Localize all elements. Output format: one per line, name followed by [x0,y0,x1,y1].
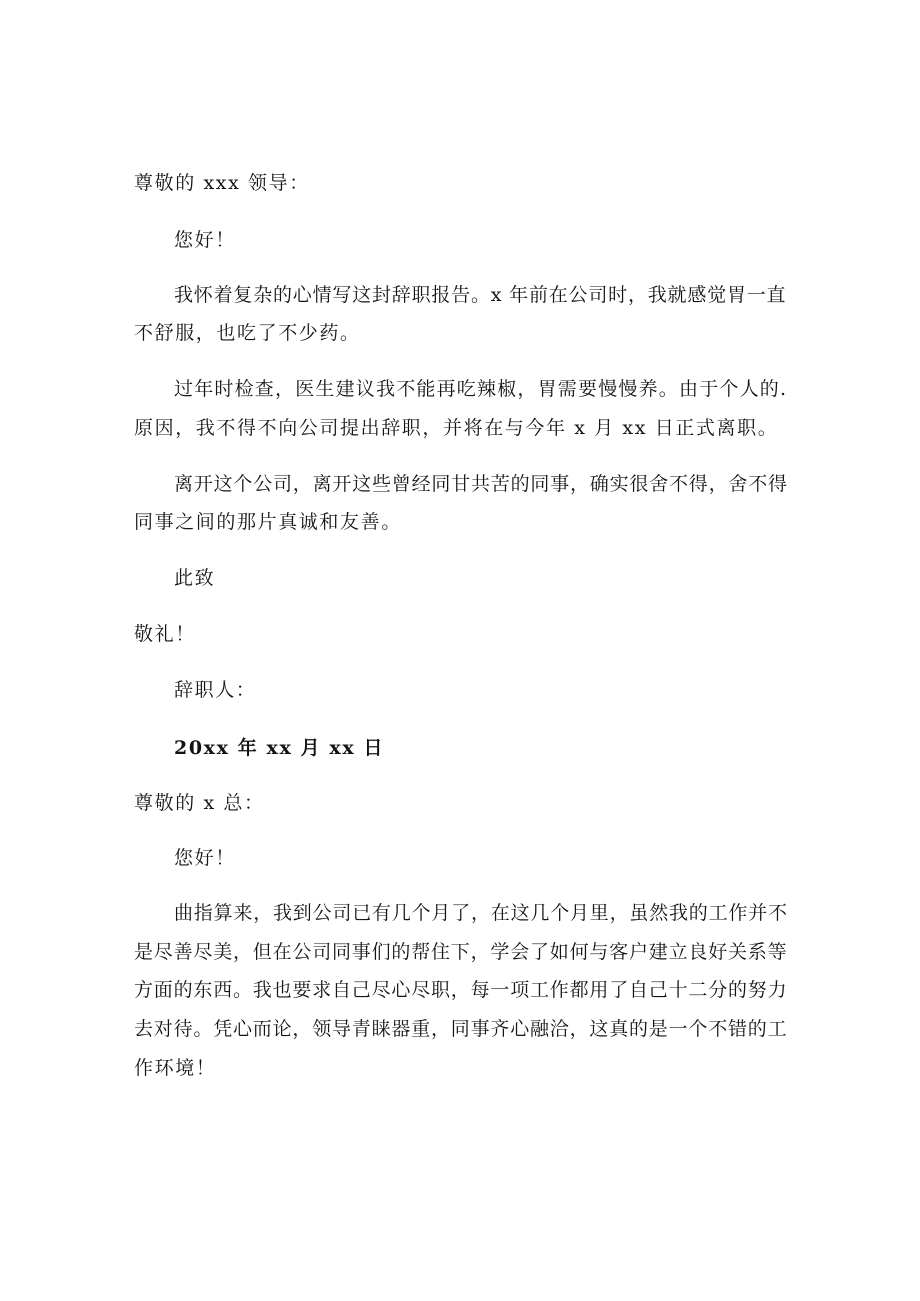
letter-2-line-1: 曲指算来，我到公司已有几个月了，在这几个月里，虽然我的工作并不 [174,902,788,924]
closing-jingli: 敬礼！ [134,623,196,645]
greeting-1: 您好！ [174,229,236,251]
paragraph-2-line-2: 原因，我不得不向公司提出辞职，并将在与今年 x 月 xx 日正式离职。 [134,417,779,439]
letter-date: 20xx 年 xx 月 xx 日 [174,737,385,759]
paragraph-1-line-2: 不舒服，也吃了不少药。 [134,322,361,344]
signature-label: 辞职人： [174,679,257,701]
greeting-2: 您好！ [174,847,236,869]
letter-2-line-4: 去对待。凭心而论，领导青睐器重，同事齐心融洽，这真的是一个不错的工 [134,1018,788,1040]
letter-2-line-3: 方面的东西。我也要求自己尽心尽职，每一项工作都用了自己十二分的努力 [134,979,788,1001]
closing-cizhi: 此致 [174,567,216,589]
salutation-2: 尊敬的 x 总： [134,792,265,814]
letter-2-line-2: 是尽善尽美，但在公司同事们的帮住下，学会了如何与客户建立良好关系等 [134,941,788,963]
paragraph-3-line-2: 同事之间的那片真诚和友善。 [134,511,402,533]
salutation-1: 尊敬的 xxx 领导： [134,172,310,194]
paragraph-2-line-1: 过年时检查，医生建议我不能再吃辣椒，胃需要慢慢养。由于个人的. [174,378,788,400]
paragraph-3-line-1: 离开这个公司，离开这些曾经同甘共苦的同事，确实很舍不得，舍不得 [174,473,788,495]
letter-2-line-5: 作环境！ [134,1057,217,1079]
paragraph-1-line-1: 我怀着复杂的心情写这封辞职报告。x 年前在公司时，我就感觉胃一直 [174,284,787,306]
